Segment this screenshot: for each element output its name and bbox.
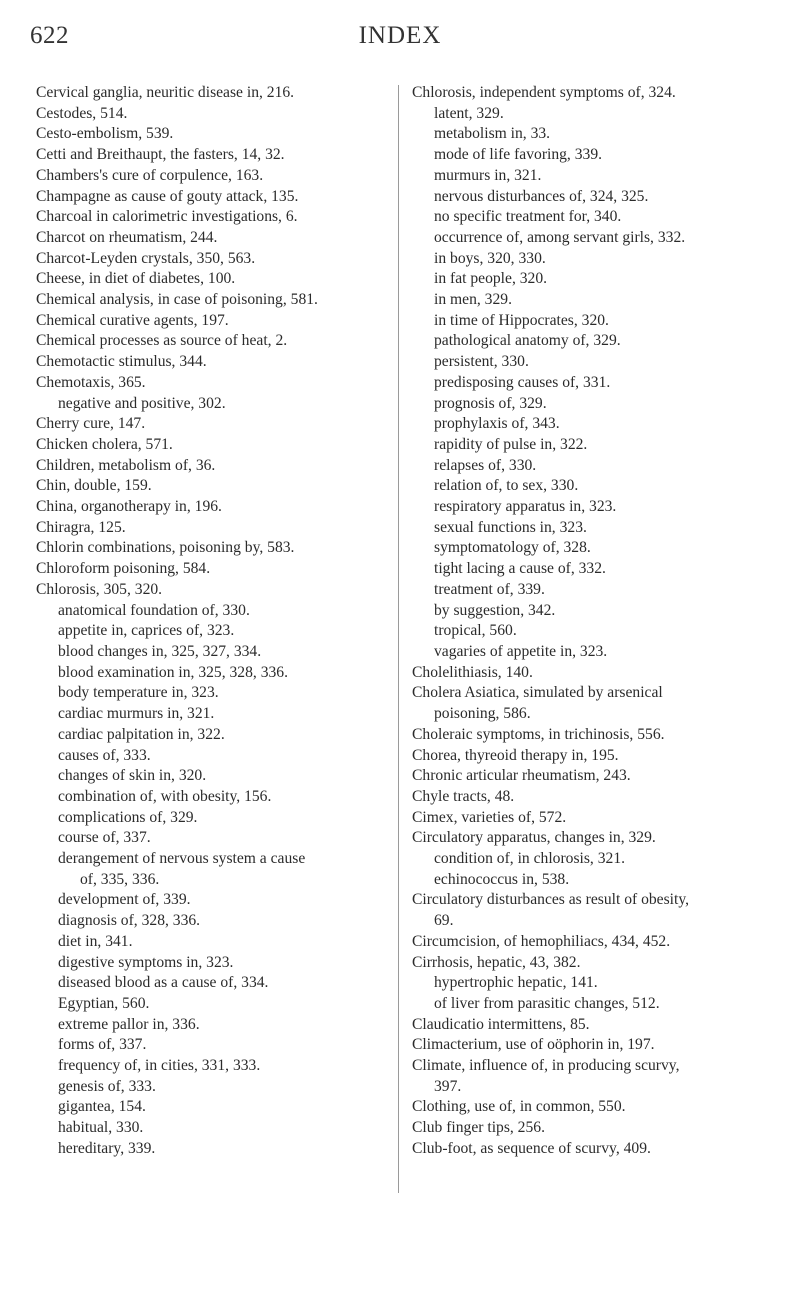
index-subentry: [412, 269, 782, 290]
entry-text: Chlorosis, 305, 320.: [36, 580, 163, 598]
index-subentry: [36, 932, 388, 953]
entry-text: Cetti and Breithaupt, the fasters, 14, 32.: [36, 146, 285, 164]
entry-text: Cervical ganglia, neuritic disease in, 216.: [36, 84, 295, 101]
entry-text: Chambers's cure of corpulence, 163.: [36, 166, 264, 184]
index-subentry: [36, 621, 388, 642]
index-entry: [412, 828, 782, 849]
entry-text: murmurs in, 321.: [434, 166, 542, 184]
entry-text: nervous disturbances of, 324, 325.: [434, 187, 649, 205]
index-subentry: [412, 394, 782, 415]
index-subentry: [36, 828, 388, 849]
entry-text: Chin, double, 159.: [36, 477, 152, 495]
entry-text: extreme pallor in, 336.: [58, 1015, 200, 1033]
index-subentry: [412, 228, 782, 249]
page-header: [0, 22, 800, 56]
entry-text: persistent, 330.: [434, 353, 529, 371]
entry-text: Choleraic symptoms, in trichinosis, 556.: [412, 725, 665, 743]
index-entry: [412, 83, 782, 104]
index-entry: [412, 725, 782, 746]
index-entry: [36, 414, 388, 435]
index-subentry: [36, 394, 388, 415]
entry-text: tropical, 560.: [434, 622, 517, 640]
index-subentry: [36, 704, 388, 725]
entry-text: Clothing, use of, in common, 550.: [412, 1098, 626, 1116]
entry-text: diagnosis of, 328, 336.: [58, 912, 201, 930]
entry-text: Club finger tips, 256.: [412, 1119, 545, 1137]
entry-text: Chemical analysis, in case of poisoning, 581.: [36, 291, 318, 309]
index-entry: [36, 476, 388, 497]
index-subentry: [412, 124, 782, 145]
index-subentry: [36, 1056, 388, 1077]
entry-text: Claudicatio intermittens, 85.: [412, 1015, 590, 1033]
entry-text: appetite in, caprices of, 323.: [58, 622, 235, 640]
index-entry: [412, 808, 782, 829]
entry-text: course of, 337.: [58, 829, 151, 847]
index-entry: [36, 352, 388, 373]
index-entry: [36, 311, 388, 332]
entry-text: Chlorin combinations, poisoning by, 583.: [36, 539, 295, 557]
index-subentry: [36, 1077, 388, 1098]
index-subentry: [412, 518, 782, 539]
index-subentry: [36, 994, 388, 1015]
entry-text: cardiac murmurs in, 321.: [58, 705, 215, 723]
index-subentry: [412, 994, 782, 1015]
entry-text: Charcot on rheumatism, 244.: [36, 228, 218, 246]
index-subentry: [36, 849, 388, 890]
index-subentry: [36, 1015, 388, 1036]
entry-text: Chicken cholera, 571.: [36, 435, 173, 453]
entry-text: vagaries of appetite in, 323.: [434, 642, 608, 660]
entry-text: blood examination in, 325, 328, 336.: [58, 663, 288, 681]
entry-text: respiratory apparatus in, 323.: [434, 498, 617, 516]
index-entry: [36, 83, 388, 104]
entry-text: Charcoal in calorimetric investigations, 6.: [36, 208, 298, 226]
index-entry: [36, 331, 388, 352]
entry-text: anatomical foundation of, 330.: [58, 601, 250, 619]
index-subentry: [36, 746, 388, 767]
index-entry: [36, 207, 388, 228]
entry-text: digestive symptoms in, 323.: [58, 953, 234, 971]
index-subentry: [412, 538, 782, 559]
index-entry: [36, 166, 388, 187]
index-subentry: [36, 911, 388, 932]
entry-text: Cholera Asiatica, simulated by arsenical: [412, 684, 663, 702]
entry-text: Chemotactic stimulus, 344.: [36, 353, 207, 371]
entry-text: hypertrophic hepatic, 141.: [434, 974, 598, 992]
index-subentry: [412, 249, 782, 270]
index-subentry: [412, 621, 782, 642]
entry-text: habitual, 330.: [58, 1119, 144, 1137]
entry-text: Circumcision, of hemophiliacs, 434, 452.: [412, 932, 671, 950]
entry-text: Champagne as cause of gouty attack, 135.: [36, 187, 299, 205]
entry-text: diseased blood as a cause of, 334.: [58, 974, 269, 992]
entry-text: Club-foot, as sequence of scurvy, 409.: [412, 1139, 651, 1157]
index-subentry: [412, 104, 782, 125]
index-subentry: [36, 1035, 388, 1056]
index-subentry: [412, 331, 782, 352]
index-subentry: [412, 145, 782, 166]
index-subentry: [412, 849, 782, 870]
index-entry: [412, 1139, 782, 1160]
entry-text: hereditary, 339.: [58, 1139, 156, 1157]
entry-text: prophylaxis of, 343.: [434, 415, 560, 433]
entry-text: Egyptian, 560.: [58, 994, 150, 1012]
entry-text: China, organotherapy in, 196.: [36, 498, 222, 516]
entry-text: condition of, in chlorosis, 321.: [434, 850, 626, 868]
index-subentry: [36, 890, 388, 911]
entry-text: Chemical processes as source of heat, 2.: [36, 332, 288, 350]
entry-text: Climate, influence of, in producing scurvy,: [412, 1057, 680, 1075]
entry-text: genesis of, 333.: [58, 1077, 156, 1095]
index-entry: [36, 518, 388, 539]
index-entry: [36, 290, 388, 311]
index-subentry: [412, 435, 782, 456]
index-subentry: [36, 1139, 388, 1160]
entry-text: body temperature in, 323.: [58, 684, 219, 702]
column-divider: [398, 85, 399, 1193]
index-entry: [36, 559, 388, 580]
index-entry: [36, 249, 388, 270]
index-subentry: [36, 642, 388, 663]
page-number: 622: [30, 22, 69, 49]
index-entry: [412, 953, 782, 974]
index-subentry: [36, 787, 388, 808]
entry-text: Climacterium, use of oöphorin in, 197.: [412, 1036, 655, 1054]
index-entry: [412, 787, 782, 808]
entry-text: symptomatology of, 328.: [434, 539, 591, 557]
index-subentry: [412, 290, 782, 311]
entry-text: Chyle tracts, 48.: [412, 787, 515, 805]
entry-text: diet in, 341.: [58, 932, 133, 950]
index-subentry: [412, 559, 782, 580]
index-columns: [30, 83, 780, 1283]
entry-text: Cholelithiasis, 140.: [412, 663, 533, 681]
entry-text: Cherry cure, 147.: [36, 415, 146, 433]
index-subentry: [36, 725, 388, 746]
index-column-left: [36, 83, 388, 1160]
entry-text: Cirrhosis, hepatic, 43, 382.: [412, 953, 581, 971]
index-entry: [36, 456, 388, 477]
entry-text: in fat people, 320.: [434, 270, 548, 288]
entry-text: Circulatory apparatus, changes in, 329.: [412, 829, 656, 847]
entry-text: Charcot-Leyden crystals, 350, 563.: [36, 249, 256, 267]
entry-text: Children, metabolism of, 36.: [36, 456, 216, 474]
running-head: INDEX: [358, 22, 442, 49]
entry-continuation: 69.: [434, 912, 454, 930]
entry-text: tight lacing a cause of, 332.: [434, 560, 606, 578]
index-entry: [36, 580, 388, 601]
index-entry: [412, 1097, 782, 1118]
entry-text: metabolism in, 33.: [434, 125, 551, 143]
entry-text: Chronic articular rheumatism, 243.: [412, 767, 631, 785]
index-entry: [412, 1056, 782, 1097]
entry-text: forms of, 337.: [58, 1036, 147, 1054]
entry-text: of liver from parasitic changes, 512.: [434, 994, 660, 1012]
entry-text: no specific treatment for, 340.: [434, 208, 622, 226]
entry-text: in men, 329.: [434, 291, 512, 309]
entry-text: combination of, with obesity, 156.: [58, 787, 272, 805]
entry-text: Chlorosis, independent symptoms of, 324.: [412, 84, 676, 101]
entry-text: latent, 329.: [434, 104, 504, 122]
index-subentry: [412, 497, 782, 518]
index-subentry: [412, 870, 782, 891]
index-subentry: [412, 642, 782, 663]
entry-text: Cestodes, 514.: [36, 104, 128, 122]
index-entry: [412, 683, 782, 724]
entry-text: development of, 339.: [58, 891, 191, 909]
entry-text: Chemotaxis, 365.: [36, 373, 146, 391]
index-entry: [36, 187, 388, 208]
entry-text: in time of Hippocrates, 320.: [434, 311, 609, 329]
entry-text: Cheese, in diet of diabetes, 100.: [36, 270, 236, 288]
entry-text: frequency of, in cities, 331, 333.: [58, 1057, 261, 1075]
index-subentry: [36, 601, 388, 622]
index-subentry: [36, 766, 388, 787]
entry-text: Chorea, thyreoid therapy in, 195.: [412, 746, 619, 764]
index-entry: [412, 890, 782, 931]
entry-text: Circulatory disturbances as result of obesity,: [412, 891, 690, 909]
entry-text: predisposing causes of, 331.: [434, 373, 611, 391]
entry-text: derangement of nervous system a cause: [58, 850, 306, 868]
index-subentry: [412, 207, 782, 228]
entry-text: pathological anatomy of, 329.: [434, 332, 621, 350]
index-entry: [36, 538, 388, 559]
index-subentry: [412, 352, 782, 373]
index-entry: [36, 145, 388, 166]
index-subentry: [412, 311, 782, 332]
entry-text: Cesto-embolism, 539.: [36, 125, 174, 143]
index-entry: [36, 435, 388, 456]
entry-text: by suggestion, 342.: [434, 601, 556, 619]
index-subentry: [412, 476, 782, 497]
index-subentry: [36, 663, 388, 684]
entry-text: relapses of, 330.: [434, 456, 537, 474]
index-entry: [412, 932, 782, 953]
entry-text: changes of skin in, 320.: [58, 767, 207, 785]
entry-text: causes of, 333.: [58, 746, 151, 764]
index-entry: [36, 373, 388, 394]
index-subentry: [412, 187, 782, 208]
entry-text: echinococcus in, 538.: [434, 870, 570, 888]
index-subentry: [36, 1097, 388, 1118]
entry-text: Chemical curative agents, 197.: [36, 311, 229, 329]
entry-text: negative and positive, 302.: [58, 394, 226, 412]
entry-text: sexual functions in, 323.: [434, 518, 587, 536]
entry-text: Chiragra, 125.: [36, 518, 126, 536]
entry-text: relation of, to sex, 330.: [434, 477, 579, 495]
index-subentry: [36, 973, 388, 994]
index-subentry: [36, 953, 388, 974]
index-subentry: [412, 580, 782, 601]
entry-text: gigantea, 154.: [58, 1098, 146, 1116]
entry-text: Chloroform poisoning, 584.: [36, 560, 211, 578]
index-subentry: [412, 414, 782, 435]
index-column-right: [412, 83, 782, 1160]
index-subentry: [36, 1118, 388, 1139]
entry-text: occurrence of, among servant girls, 332.: [434, 228, 686, 246]
entry-continuation: poisoning, 586.: [434, 705, 531, 723]
entry-text: in boys, 320, 330.: [434, 249, 546, 267]
entry-text: Cimex, varieties of, 572.: [412, 808, 567, 826]
entry-text: treatment of, 339.: [434, 580, 545, 598]
index-entry: [412, 746, 782, 767]
index-subentry: [36, 683, 388, 704]
index-entry: [36, 228, 388, 249]
entry-text: rapidity of pulse in, 322.: [434, 435, 588, 453]
entry-text: mode of life favoring, 339.: [434, 146, 603, 164]
index-subentry: [412, 601, 782, 622]
index-subentry: [412, 973, 782, 994]
entry-text: blood changes in, 325, 327, 334.: [58, 642, 262, 660]
index-entry: [412, 1118, 782, 1139]
index-entry: [412, 766, 782, 787]
index-entry: [412, 1035, 782, 1056]
index-entry: [36, 104, 388, 125]
index-entry: [36, 124, 388, 145]
index-entry: [412, 1015, 782, 1036]
index-subentry: [36, 808, 388, 829]
entry-text: prognosis of, 329.: [434, 394, 547, 412]
entry-text: complications of, 329.: [58, 808, 198, 826]
index-entry: [36, 269, 388, 290]
index-entry: [412, 663, 782, 684]
index-subentry: [412, 373, 782, 394]
entry-continuation: 397.: [434, 1077, 462, 1095]
entry-text: cardiac palpitation in, 322.: [58, 725, 225, 743]
index-subentry: [412, 166, 782, 187]
index-subentry: [412, 456, 782, 477]
index-entry: [36, 497, 388, 518]
entry-continuation: of, 335, 336.: [80, 870, 160, 888]
